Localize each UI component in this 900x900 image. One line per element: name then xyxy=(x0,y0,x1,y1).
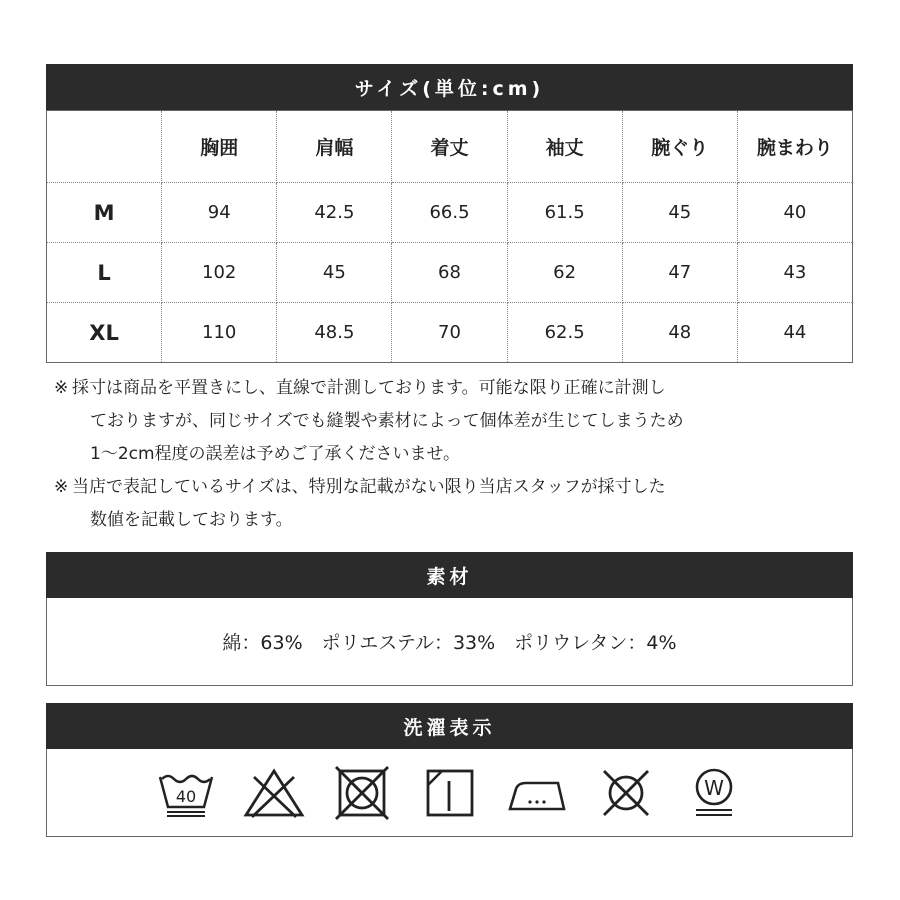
note-line: 1～2cm程度の誤差は予めご了承くださいませ。 xyxy=(90,444,461,464)
size-table xyxy=(46,110,853,363)
table-row xyxy=(47,303,853,363)
no-bleach-icon xyxy=(242,765,306,821)
wash-40-icon xyxy=(154,765,218,821)
table-row xyxy=(47,183,853,243)
table-cell: 48 xyxy=(622,303,737,363)
gentle-wet-clean-icon xyxy=(682,765,746,821)
corner-cell xyxy=(47,111,162,183)
table-cell: 66.5 xyxy=(392,183,507,243)
care-icons-row xyxy=(47,749,852,836)
no-dry-clean-icon xyxy=(594,765,658,821)
note-line: 数値を記載しております。 xyxy=(90,510,293,530)
table-cell: 62.5 xyxy=(507,303,622,363)
size-label: L xyxy=(47,243,162,303)
note-line: 採寸は商品を平置きにし、直線で計測しております。可能な限り正確に計測し xyxy=(72,378,666,398)
table-cell: 68 xyxy=(392,243,507,303)
note-line: ておりますが、同じサイズでも縫製や素材によって個体差が生じてしまうため xyxy=(90,411,684,431)
column-header: 腕まわり xyxy=(737,111,852,183)
note-measurement xyxy=(54,372,852,471)
table-cell: 47 xyxy=(622,243,737,303)
table-cell: 48.5 xyxy=(277,303,392,363)
size-section-header xyxy=(46,64,853,110)
wet-clean-letter: W xyxy=(703,775,724,800)
table-cell: 44 xyxy=(737,303,852,363)
care-section-header xyxy=(46,703,853,749)
material-box xyxy=(46,598,853,686)
material-section-title: 素材 xyxy=(426,565,473,588)
care-section-title: 洗濯表示 xyxy=(403,716,496,739)
table-row xyxy=(47,243,853,303)
note-staff xyxy=(54,471,852,537)
table-cell: 94 xyxy=(162,183,277,243)
note-line: 当店で表記しているサイズは、特別な記載がない限り当店スタッフが採寸した xyxy=(72,477,666,497)
table-cell: 43 xyxy=(737,243,852,303)
table-header-row xyxy=(47,111,853,183)
table-cell: 40 xyxy=(737,183,852,243)
line-dry-icon xyxy=(418,765,482,821)
notes-block xyxy=(54,372,852,537)
material-section-header xyxy=(46,552,853,598)
wash-temp-label: 40 xyxy=(175,786,196,806)
table-cell: 61.5 xyxy=(507,183,622,243)
size-section-title: サイズ(単位:cm) xyxy=(354,77,545,100)
column-header: 袖丈 xyxy=(507,111,622,183)
no-tumble-dry-icon xyxy=(330,765,394,821)
table-cell: 70 xyxy=(392,303,507,363)
table-cell: 45 xyxy=(622,183,737,243)
column-header: 着丈 xyxy=(392,111,507,183)
table-cell: 42.5 xyxy=(277,183,392,243)
table-cell: 45 xyxy=(277,243,392,303)
size-label: M xyxy=(47,183,162,243)
care-box xyxy=(46,749,853,837)
column-header: 肩幅 xyxy=(277,111,392,183)
column-header: 胸囲 xyxy=(162,111,277,183)
iron-low-icon xyxy=(506,765,570,821)
size-label: XL xyxy=(47,303,162,363)
material-composition: 綿：63% ポリエステル：33% ポリウレタン：4% xyxy=(222,632,677,654)
table-cell: 102 xyxy=(162,243,277,303)
note-mark: ※ xyxy=(54,477,69,497)
table-cell: 110 xyxy=(162,303,277,363)
table-cell: 62 xyxy=(507,243,622,303)
column-header: 腕ぐり xyxy=(622,111,737,183)
note-mark: ※ xyxy=(54,378,69,398)
